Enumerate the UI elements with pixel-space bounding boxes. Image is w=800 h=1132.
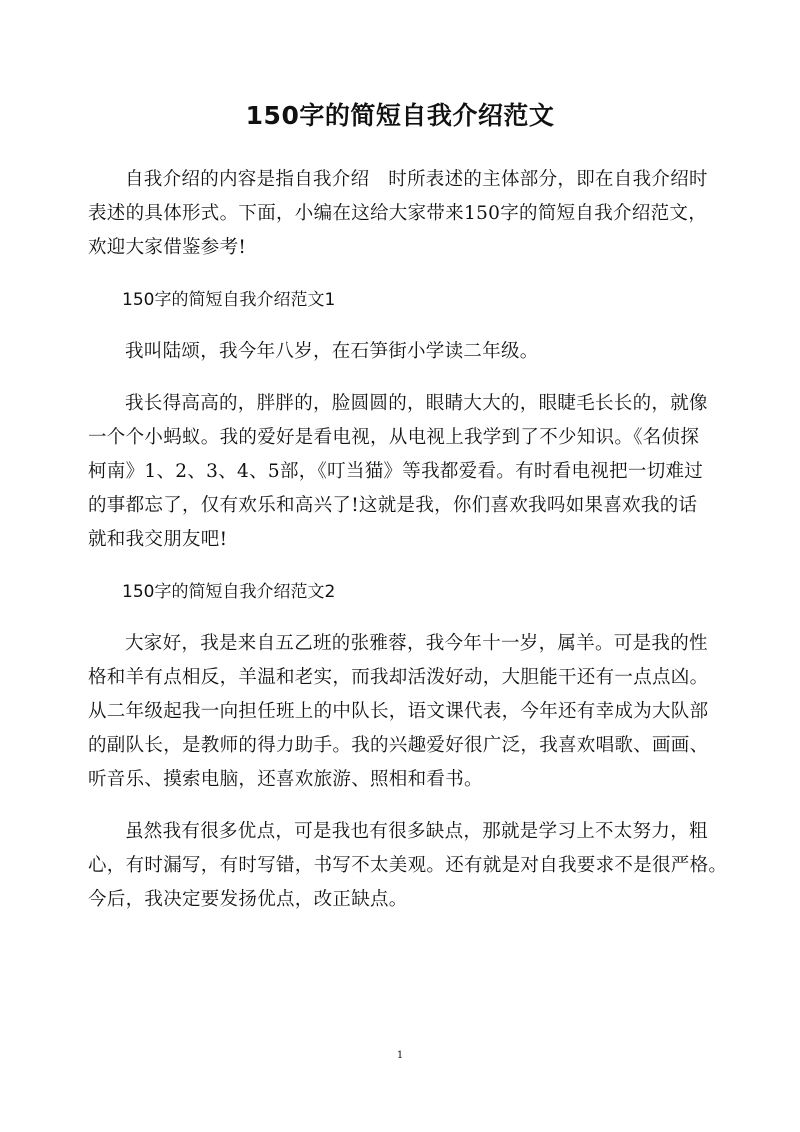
text-line: 自我介绍的内容是指自我介绍 时所表述的主体部分，即在自我介绍时 [125,169,708,190]
text-line: 表述的具体形式。下面，小编在这给大家带来150字的简短自我介绍范文， [88,203,708,224]
text-line: 今后，我决定要发扬优点，改正缺点。 [88,889,408,910]
text-line: 的副队长，是教师的得力助手。我的兴趣爱好很广泛，我喜欢唱歌、画画、 [88,735,709,756]
text-line: 虽然我有很多优点，可是我也有很多缺点，那就是学习上不太努力，粗 [125,821,708,842]
section-1-paragraph-2 [88,387,720,557]
section-1-paragraph-1 [88,335,720,369]
text-line: 柯南》1、2、3、4、5部，《叮当猫》等我都爱看。有时看电视把一切难过 [88,461,704,482]
document-body [88,163,728,935]
text-line: 听音乐、摸索电脑，还喜欢旅游、照相和看书。 [88,769,483,790]
intro-paragraph [88,163,720,265]
text-line: 一个个小蚂蚁。我的爱好是看电视，从电视上我学到了不少知识。《名侦探 [88,427,700,448]
text-line: 大家好，我是来自五乙班的张雅蓉，我今年十一岁，属羊。可是我的性 [125,633,708,654]
section-2-paragraph-1 [88,627,720,797]
section-2-heading: 150字的简短自我介绍范文2 [122,582,336,602]
text-line: 的事都忘了，仅有欢乐和高兴了!这就是我，你们喜欢我吗如果喜欢我的话 [88,495,698,516]
page-number: 1 [396,1050,404,1061]
section-1-heading: 150字的简短自我介绍范文1 [122,290,336,310]
text-line: 从二年级起我一向担任班上的中队长，语文课代表，今年还有幸成为大队部 [88,701,709,722]
text-line: 欢迎大家借鉴参考! [88,237,247,258]
section-2-paragraph-2 [88,815,728,917]
page-title: 150字的简短自我介绍范文 [245,101,555,130]
text-line: 我长得高高的，胖胖的，脸圆圆的，眼睛大大的，眼睫毛长长的，就像 [125,393,708,414]
text-line: 我叫陆颂，我今年八岁，在石笋街小学读二年级。 [125,341,539,362]
text-line: 格和羊有点相反，羊温和老实，而我却活泼好动，大胆能干还有一点点凶。 [88,667,709,688]
text-line: 心，有时漏写，有时写错，书写不太美观。还有就是对自我要求不是很严格。 [88,855,728,876]
text-line: 就和我交朋友吧! [88,529,228,550]
